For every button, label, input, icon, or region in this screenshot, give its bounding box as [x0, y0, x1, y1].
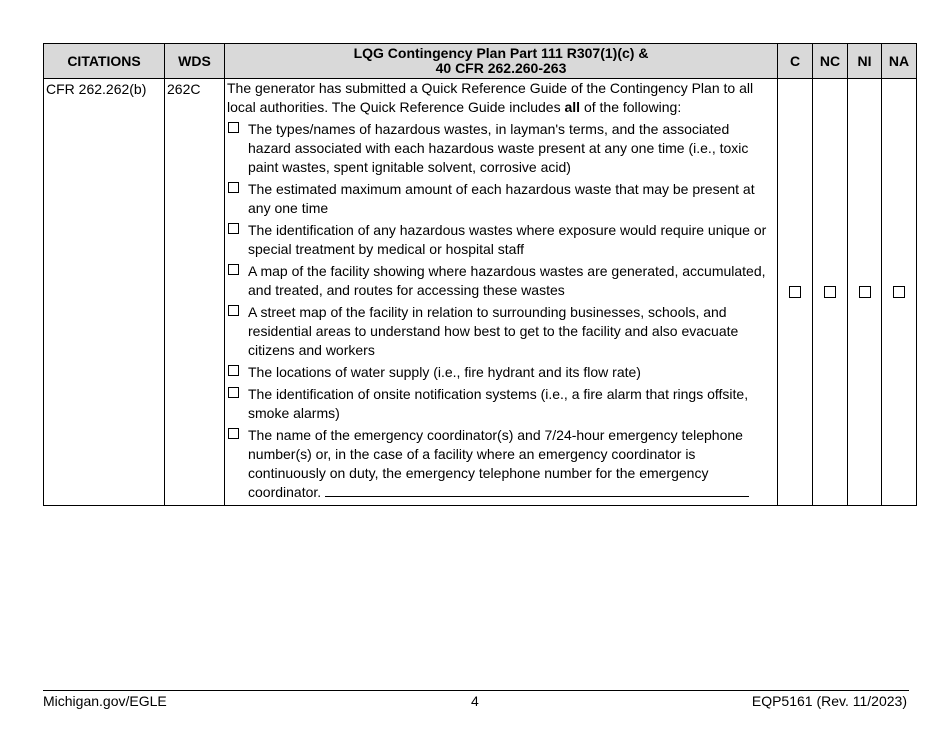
page-number: 4	[471, 693, 479, 709]
wds-cell: 262C	[165, 79, 225, 506]
c-header: C	[778, 44, 813, 79]
ni-header: NI	[848, 44, 882, 79]
table-row	[44, 79, 917, 506]
item-checkbox[interactable]	[228, 264, 239, 275]
na-checkbox[interactable]	[893, 286, 905, 298]
coordinator-fill-in-line[interactable]	[325, 484, 749, 497]
item-checkbox[interactable]	[228, 428, 239, 439]
nc-cell	[813, 79, 848, 506]
form-number: EQP5161 (Rev. 11/2023)	[751, 693, 907, 709]
requirement-intro: The generator has submitted a Quick Reference Guide of the Contingency Plan to all local authorities. The Quick Reference Guide includes all of the following:	[227, 80, 754, 115]
wds-header: WDS	[165, 44, 225, 79]
na-header: NA	[882, 44, 917, 79]
list-item: The types/names of hazardous wastes, in layman's terms, and the associated hazard associated with each hazardous waste present at any one time (i.e., toxic paint wastes, spent ignitable solvent, corrosive acid)	[227, 120, 773, 177]
list-item: A map of the facility showing where hazardous wastes are generated, accumulated, and treated, and routes for accessing these wastes	[227, 262, 773, 300]
c-cell	[778, 79, 813, 506]
na-cell	[882, 79, 917, 506]
item-checkbox[interactable]	[228, 122, 239, 133]
c-checkbox[interactable]	[789, 286, 801, 298]
list-item: A street map of the facility in relation to surrounding businesses, schools, and residential areas to understand how best to get to the facility and also evacuate citizens and workers	[227, 303, 773, 360]
header-row	[44, 44, 917, 79]
list-item: The identification of onsite notification systems (i.e., a fire alarm that rings offsite, smoke alarms)	[227, 385, 773, 423]
contingency-plan-table	[43, 43, 917, 506]
footer-website: Michigan.gov/EGLE	[43, 693, 167, 709]
page-footer	[43, 690, 909, 711]
nc-checkbox[interactable]	[824, 286, 836, 298]
citations-header: CITATIONS	[44, 44, 165, 79]
item-checkbox[interactable]	[228, 305, 239, 316]
requirement-header	[225, 44, 778, 79]
item-checkbox[interactable]	[228, 223, 239, 234]
list-item: The locations of water supply (i.e., fire hydrant and its flow rate)	[227, 363, 773, 382]
list-item: The name of the emergency coordinator(s) and 7/24-hour emergency telephone number(s) or, in the case of a facility where an emergency coordinator is continuously on duty, the emergency telephone number for the emergency coordinator.	[227, 426, 773, 502]
emphasis-all: all	[564, 99, 581, 115]
nc-header: NC	[813, 44, 848, 79]
requirement-header-line1: LQG Contingency Plan Part 111 R307(1)(c) &	[353, 45, 649, 61]
list-item: The identification of any hazardous wastes where exposure would require unique or special treatment by medical or hospital staff	[227, 221, 773, 259]
ni-cell	[848, 79, 882, 506]
requirement-header-line2: 40 CFR 262.260-263	[435, 60, 567, 76]
item-checkbox[interactable]	[228, 387, 239, 398]
item-checkbox[interactable]	[228, 182, 239, 193]
citation-cell: CFR 262.262(b)	[44, 79, 165, 506]
item-checkbox[interactable]	[228, 365, 239, 376]
ni-checkbox[interactable]	[859, 286, 871, 298]
list-item: The estimated maximum amount of each hazardous waste that may be present at any one time	[227, 180, 773, 218]
requirement-cell	[225, 79, 778, 506]
